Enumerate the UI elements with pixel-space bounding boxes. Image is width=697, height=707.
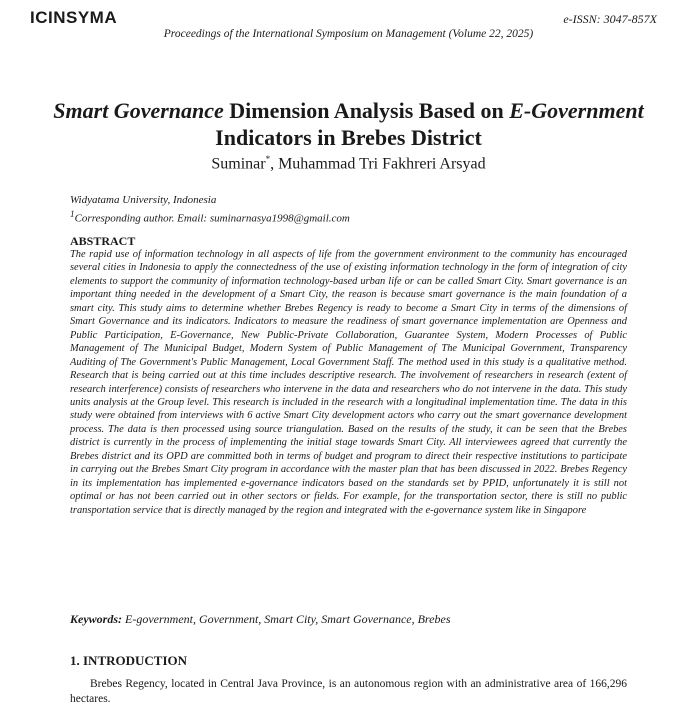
keywords-label: Keywords: [70,612,122,626]
abstract-heading: ABSTRACT [70,234,136,248]
proceedings-header: Proceedings of the International Symposium on Management (Volume 22, 2025) [163,28,534,40]
journal-logo: ICINSYMA [30,8,118,27]
author-1-mark: * [265,154,271,164]
affiliation: Widyatama University, Indonesia [70,194,217,206]
title-part-italic-1: Smart Governance [53,98,224,123]
abstract-text: The rapid use of information technology in all aspects of life from the government environment to the community has encouraged several cities in Indonesia to apply the connectedness of the use of existing information technology in the form of integration of city elements to support the community of information technology-based urban life or can be called Smart City. Smart governance is an important thing needed in the development of a Smart City, the reason is because smart governance is the main foundation of a smart city. This study aims to determine whether Brebes Regency is ready to become a Smart City in terms of the dimensions of Smart Governance and its indicators. Indicators to measure the readiness of smart governance implementation are Openness and Public Participation, E-Governance, New Public-Private Collaboration, Guarantee System, Modern Processes of Public Management of The Municipal Budget, Modern System of Public Management of The Municipal Government, Transparency Auditing of The Government's Public Management, Local Government Staff. The method used in this study is a qualitative method. Research that is being carried out at this time includes descriptive research. The involvement of researchers in research (extent of research interference) consists of researchers who intervene in the data and researchers who do not intervene in the data. This study units analysis at the Group level. This research is included in the research with a longitudinal implementation time. The data in this study were obtained from interviews with 6 active Smart City development actors who carry out the smart governance development process. The data is then processed using source triangulation. Based on the results of the study, it can be seen that the Brebes district is currently in the process of implementing the initial stage towards Smart City. All interviewees agreed that currently the Brebes district and its OPD are committed both in terms of budget and program to direct their respective institutions to participate in carrying out the Brebes Smart City program in accordance with the master plan that has been discussed in 2022. Brebes Regency in its implementation has implemented e-governance indicators based on the standards set by PPID, unfortunately it is still not optimal or has not been carried out in other sectors or fields. For example, for the transportation sector, there is still no public transportation service that is directly managed by the region and integrated with the e-governance system like in Singapore [70,249,627,516]
title-part-italic-2: E-Government [509,98,644,123]
introduction-heading: 1. INTRODUCTION [70,653,188,668]
introduction-text: Brebes Regency, located in Central Java Province, is an autonomous region with an administrative area of 166,296 hectares. [70,678,627,705]
paper-title [40,97,657,151]
author-1: Suminar [211,155,266,173]
corresponding-author [70,207,350,226]
keywords-list: E-government, Government, Smart City, Smart Governance, Brebes [122,612,451,626]
corresponding-mark: 1 [70,209,75,219]
affiliation-block [70,193,350,226]
author-2: , Muhammad Tri Fakhreri Arsyad [270,155,486,173]
issn-label: e-ISSN: 3047-857X [563,12,657,26]
corresponding-text: Corresponding author. Email: suminarnasya1998@gmail.com [74,212,350,225]
author-list [0,154,697,173]
keywords [70,612,627,627]
title-part-2: Indicators in Brebes District [215,125,482,150]
title-part-1: Dimension Analysis Based on [223,98,510,123]
